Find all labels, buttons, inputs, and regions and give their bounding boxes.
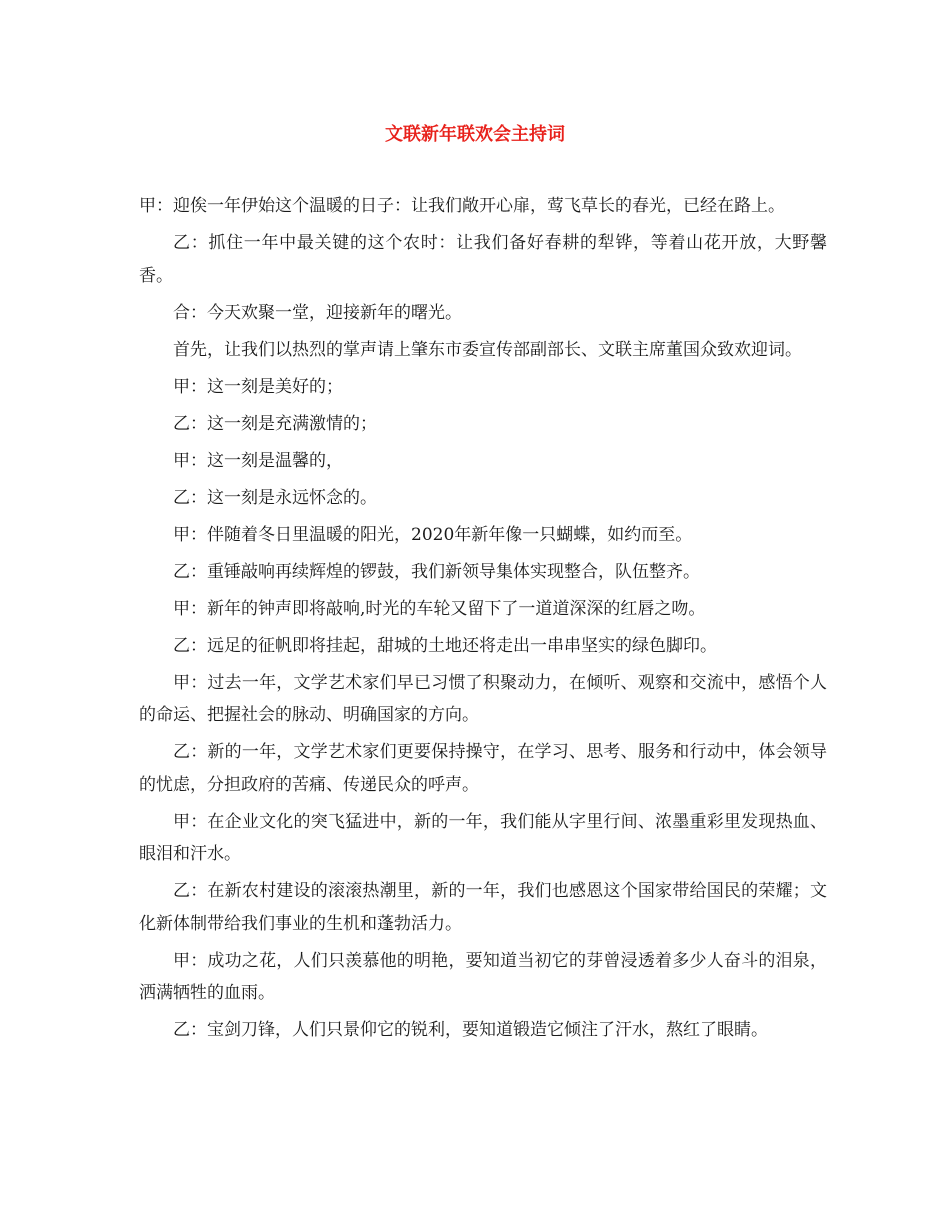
paragraph: 甲：这一刻是美好的； bbox=[173, 376, 343, 397]
paragraph: 乙：这一刻是永远怀念的。 bbox=[173, 487, 377, 508]
paragraph: 甲：伴随着冬日里温暖的阳光，2020年新年像一只蝴蝶，如约而至。 bbox=[173, 524, 693, 545]
paragraph: 甲：过去一年，文学艺术家们早已习惯了积聚动力，在倾听、观察和交流中，感悟个人的命运、把握社会的脉动、明确国家的方向。 bbox=[139, 672, 827, 725]
paragraph: 乙：这一刻是充满激情的； bbox=[173, 413, 377, 434]
paragraph: 合：今天欢聚一堂，迎接新年的曙光。 bbox=[173, 302, 462, 323]
paragraph: 甲：这一刻是温馨的， bbox=[173, 450, 343, 471]
paragraph: 乙：宝剑刀锋，人们只景仰它的锐利，要知道锻造它倾注了汗水，熬红了眼睛。 bbox=[173, 1020, 768, 1040]
paragraph: 甲：成功之花，人们只羡慕他的明艳，要知道当初它的芽曾浸透着多少人奋斗的泪泉，洒满牺牲的血雨。 bbox=[139, 950, 827, 1003]
paragraph: 首先，让我们以热烈的掌声请上肇东市委宣传部副部长、文联主席董国众致欢迎词。 bbox=[173, 339, 802, 360]
paragraph: 乙：抓住一年中最关键的这个农时：让我们备好春耕的犁铧，等着山花开放，大野馨香。 bbox=[139, 233, 827, 286]
paragraph: 甲：新年的钟声即将敲响,时光的车轮又留下了一道道深深的红唇之吻。 bbox=[173, 598, 706, 619]
paragraph: 乙：新的一年，文学艺术家们更要保持操守，在学习、思考、服务和行动中，体会领导的忧虑，分担政府的苦痛、传递民众的呼声。 bbox=[139, 742, 827, 795]
document-body bbox=[139, 190, 827, 1051]
paragraph: 甲：在企业文化的突飞猛进中，新的一年，我们能从字里行间、浓墨重彩里发现热血、眼泪和汗水。 bbox=[139, 811, 827, 864]
paragraph: 甲：迎俟一年伊始这个温暖的日子：让我们敞开心扉，莺飞草长的春光，已经在路上。 bbox=[139, 196, 785, 216]
paragraph: 乙：重锤敲响再续辉煌的锣鼓，我们新领导集体实现整合，队伍整齐。 bbox=[173, 561, 700, 582]
document-title: 文联新年联欢会主持词 bbox=[385, 124, 565, 145]
paragraph: 乙：在新农村建设的滚滚热潮里，新的一年，我们也感恩这个国家带给国民的荣耀；文化新体制带给我们事业的生机和蓬勃活力。 bbox=[139, 881, 827, 934]
paragraph: 乙：远足的征帆即将挂起，甜城的土地还将走出一串串坚实的绿色脚印。 bbox=[173, 635, 717, 656]
